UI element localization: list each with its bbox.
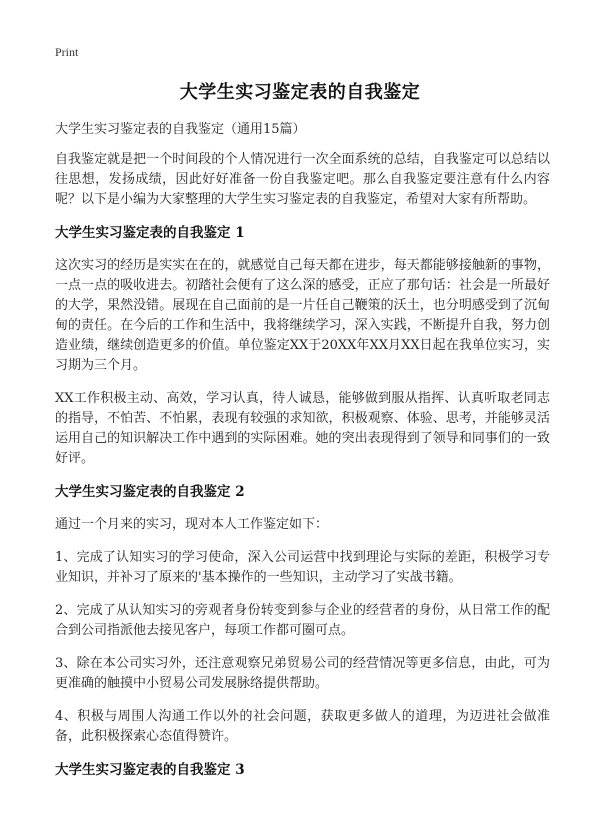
print-label[interactable]: Print [55, 45, 79, 59]
document-subtitle: 大学生实习鉴定表的自我鉴定（通用15篇） [55, 122, 306, 137]
section-2-paragraph-3: 2、完成了从认知实习的旁观者身份转变到参与企业的经营者的身份，从日常工作的配合到公司指派他去接见客户，每项工作都可圈可点。 [55, 603, 550, 638]
document-body [55, 120, 550, 793]
section-heading-1: 大学生实习鉴定表的自我鉴定 1 [55, 225, 245, 241]
intro-paragraph: 自我鉴定就是把一个时间段的个人情况进行一次全面系统的总结，自我鉴定可以总结以往思想，发扬成绩，因此好好准备一份自我鉴定吧。那么自我鉴定要注意有什么内容呢？以下是小编为大家整理的大学生实习鉴定表的自我鉴定，希望对大家有所帮助。 [55, 152, 550, 207]
section-2-paragraph-1: 通过一个月来的实习，现对本人工作鉴定如下： [55, 517, 329, 532]
section-heading-3: 大学生实习鉴定表的自我鉴定 3 [55, 762, 245, 778]
section-2-paragraph-4: 3、除在本公司实习外，还注意观察兄弟贸易公司的经营情况等更多信息，由此，可为更准确的触摸中小贸易公司发展脉络提供帮助。 [55, 656, 550, 691]
section-2-paragraph-5: 4、积极与周围人沟通工作以外的社会问题，获取更多做人的道理，为迈进社会做准备，此积极探索心态值得赞许。 [55, 709, 550, 744]
document-title: 大学生实习鉴定表的自我鉴定 [179, 82, 421, 103]
section-1-paragraph-1: 这次实习的经历是实实在在的，就感觉自己每天都在进步，每天都能够接触新的事物，一点一点的吸收进去。初踏社会便有了这么深的感受，正应了那句话：社会是一所最好的大学，果然没错。展现在自己面前的是一片任自己鞭策的沃土，也分明感受到了沉甸甸的责任。在今后的工作和生活中，我将继续学习，深入实践，不断提升自我，努力创造业绩，继续创造更多的价值。单位鉴定XX于20XX年XX月XX日起在我单位实习，实习期为三个月。 [55, 258, 550, 373]
section-2-paragraph-2: 1、完成了认知实习的学习使命，深入公司运营中找到理论与实际的差距，积极学习专业知识，并补习了原来的'基本操作的一些知识，主动学习了实战书籍。 [55, 550, 550, 585]
section-heading-2: 大学生实习鉴定表的自我鉴定 2 [55, 484, 245, 500]
section-1-paragraph-2: XX工作积极主动、高效，学习认真，待人诚恳，能够做到服从指挥、认真听取老同志的指导，不怕苦、不怕累，表现有较强的求知欲，积极观察、体验、思考，并能够灵活运用自己的知识解决工作中遇到的实际困难。她的突出表现得到了领导和同事们的一致好评。 [55, 391, 550, 466]
